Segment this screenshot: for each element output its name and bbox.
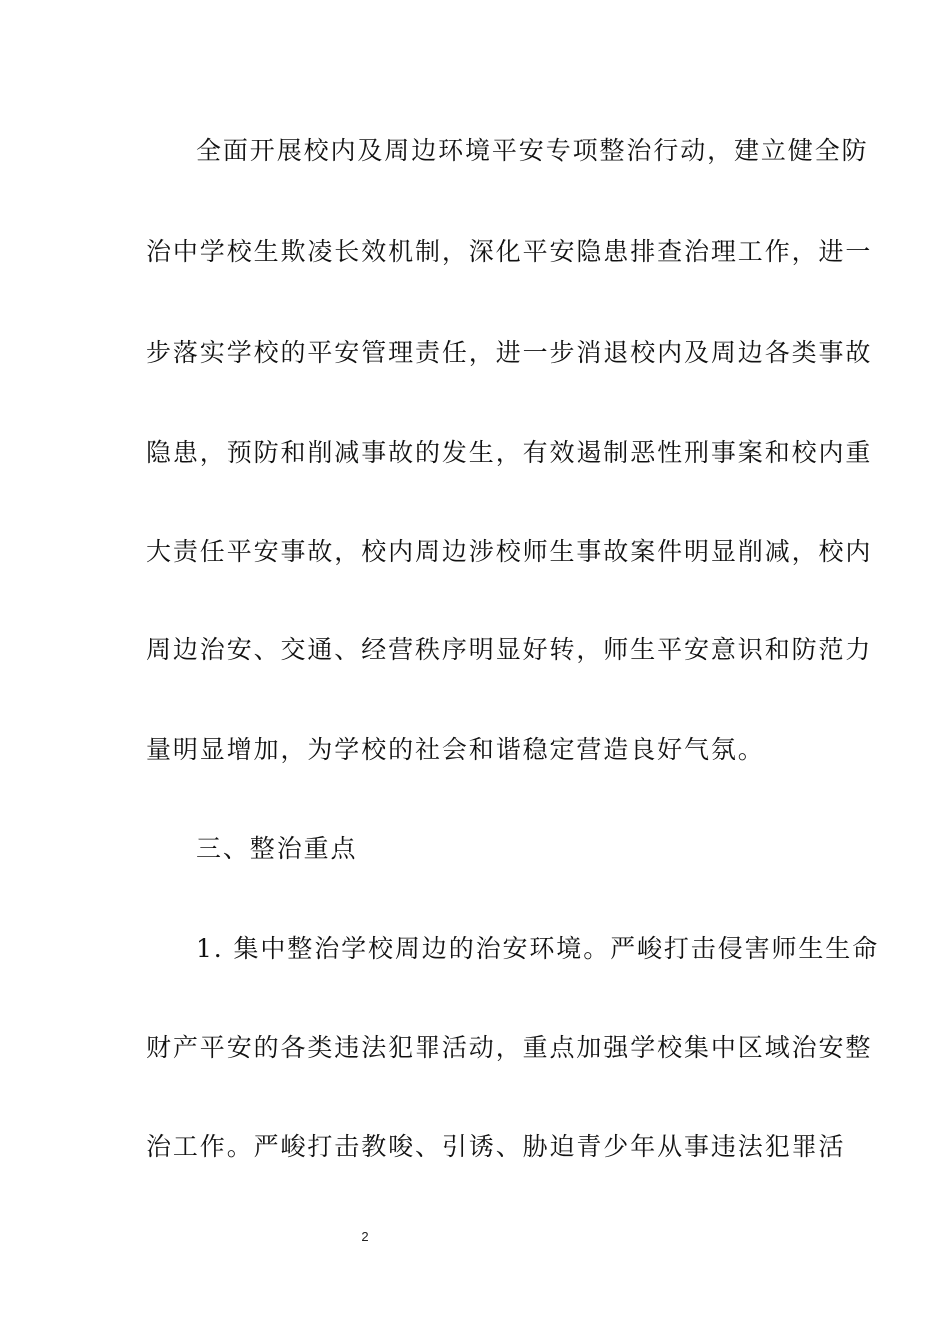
paragraph-line-2: 治中学校生欺凌长效机制，深化平安隐患排查治理工作，进一: [146, 237, 873, 266]
paragraph-line-5: 大责任平安事故，校内周边涉校师生事故案件明显削减，校内: [146, 537, 873, 566]
paragraph-line-8: 1. 集中整治学校周边的治安环境。严峻打击侵害师生生命: [196, 934, 880, 963]
paragraph-line-9: 财产平安的各类违法犯罪活动，重点加强学校集中区域治安整: [146, 1033, 873, 1062]
paragraph-line-3: 步落实学校的平安管理责任，进一步消退校内及周边各类事故: [146, 338, 873, 367]
paragraph-line-6: 周边治安、交通、经营秩序明显好转，师生平安意识和防范力: [146, 635, 873, 664]
section-heading: 三、整治重点: [196, 834, 358, 863]
paragraph-line-1: 全面开展校内及周边环境平安专项整治行动，建立健全防: [196, 136, 869, 165]
paragraph-line-7: 量明显增加，为学校的社会和谐稳定营造良好气氛。: [146, 735, 765, 764]
paragraph-line-10: 治工作。严峻打击教唆、引诱、胁迫青少年从事违法犯罪活: [146, 1132, 846, 1161]
paragraph-line-4: 隐患，预防和削减事故的发生，有效遏制恶性刑事案和校内重: [146, 438, 873, 467]
page-number: 2: [361, 1229, 369, 1244]
